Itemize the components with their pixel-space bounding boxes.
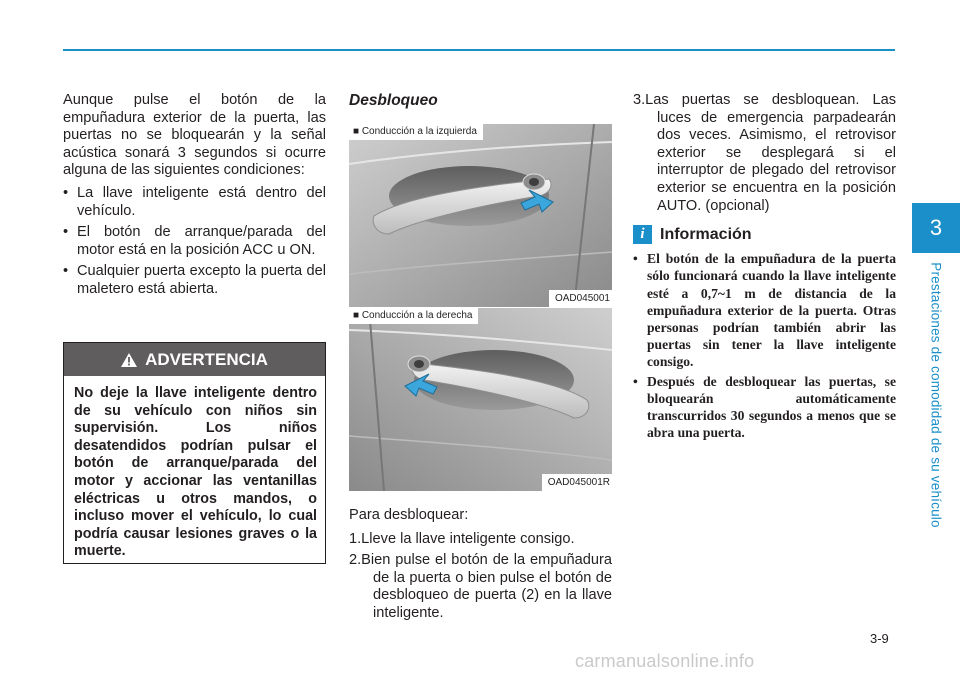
list-item: • Cualquier puerta excepto la puerta del maletero está abierta. xyxy=(63,263,326,298)
chapter-title: Prestaciones de comodidad de su vehículo xyxy=(928,262,944,528)
column-left xyxy=(63,92,326,303)
warning-title: ADVERTENCIA xyxy=(145,349,268,369)
warning-box xyxy=(63,342,326,564)
step-item: 2.Bien pulse el botón de la empuñadura de la puerta o bien pulse el botón de desbloqueo de puerta (2) en la llave inteligente. xyxy=(349,552,612,621)
door-handle-photo xyxy=(349,124,612,307)
info-icon: i xyxy=(633,225,652,244)
warning-text: No deje la llave inteligente dentro de su vehículo con niños sin supervisión. Los niños desatendidos podrían pulsar el botón de arranque/parada del motor y accionar las ventanillas eléctricas u otros mandos, o incluso mover el vehículo, lo cual podría causar lesiones graves o la muerte. xyxy=(74,385,317,560)
column-right xyxy=(633,92,896,443)
info-title: Información xyxy=(660,225,752,243)
list-item: • El botón de arranque/parada del motor está en la posición ACC u ON. xyxy=(63,224,326,259)
list-item: • Después de desbloquear las puertas, se bloquearán automáticamente transcurridos 30 segundos a menos que se abra una puerta. xyxy=(633,373,896,442)
page-number: 3-9 xyxy=(870,631,889,646)
intro-paragraph: Aunque pulse el botón de la empuñadura exterior de la puerta, las puertas no se bloquearán y la señal acústica sonará 3 segundos si ocurre alguna de las siguientes condiciones: xyxy=(63,92,326,179)
chapter-number: 3 xyxy=(929,215,943,240)
info-header xyxy=(633,225,896,244)
figure-code: OAD045001R xyxy=(542,474,612,491)
watermark: carmanualsonline.info xyxy=(575,651,755,671)
unlock-steps xyxy=(349,507,612,627)
info-list xyxy=(633,250,896,441)
figure-right-hand-drive xyxy=(349,308,612,491)
warning-triangle-icon xyxy=(121,353,137,367)
figure-left-hand-drive xyxy=(349,124,612,307)
figure-caption: ■ Conducción a la derecha xyxy=(349,308,478,324)
list-item: • El botón de la empuñadura de la puerta sólo funcionará cuando la llave inteligente esté a 0,7~1 m de distancia de la empuñadura exterior de la puerta. Otras personas podrían también abrir las puertas sin tener la llave inteligente consigo. xyxy=(633,250,896,370)
warning-header xyxy=(64,343,325,376)
step-item: 1.Lleve la llave inteligente consigo. xyxy=(349,530,575,547)
figure-caption: ■ Conducción a la izquierda xyxy=(349,124,483,140)
list-item: • La llave inteligente está dentro del vehículo. xyxy=(63,185,326,220)
door-handle-photo xyxy=(349,308,612,491)
step-item: 3.Las puertas se desbloquean. Las luces de emergencia parpadearán dos veces. Asimismo, el retrovisor exterior se desplegará si el interruptor de plegado del retrovisor exterior se encuentra en la posición AUTO. (opcional) xyxy=(633,92,896,214)
figure-code: OAD045001 xyxy=(549,290,612,307)
steps-lead: Para desbloquear: xyxy=(349,507,469,523)
section-heading: Desbloqueo xyxy=(349,92,438,109)
conditions-list xyxy=(63,185,326,299)
header-rule xyxy=(63,49,895,51)
column-middle xyxy=(349,92,612,121)
